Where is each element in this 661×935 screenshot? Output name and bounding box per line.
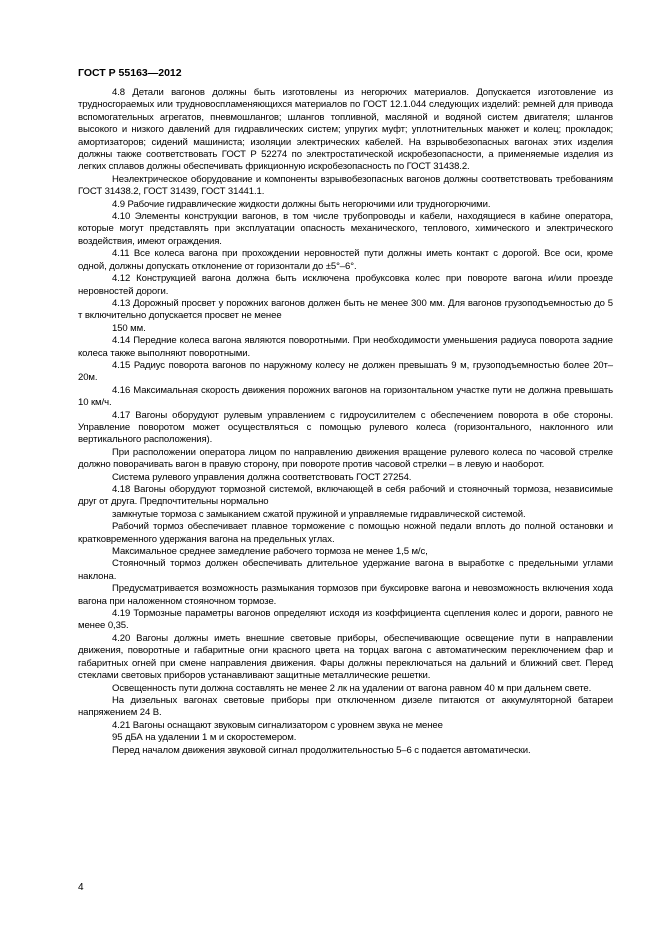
paragraph-4-14: 4.14 Передние колеса вагона являются поворотными. При необходимости уменьшения радиуса поворота задние колеса также выполняют поворотными. bbox=[78, 335, 613, 359]
page-number: 4 bbox=[78, 882, 84, 893]
paragraph-4-21: 4.21 Вагоны оснащают звуковым сигнализатором с уровнем звука не менее bbox=[112, 719, 443, 731]
paragraph-4-13: 4.13 Дорожный просвет у порожних вагонов должен быть не менее 300 мм. Для вагонов грузоподъемностью до 5 т включительно допускается просвет не менее bbox=[78, 297, 613, 322]
paragraph-4-10: 4.10 Элементы конструкции вагонов, в том числе трубопроводы и кабели, находящиеся в кабине оператора, которые могут представлять при эксплуатации опасность механического, теплового, химического и электрического воздействия, имеют ограждения. bbox=[78, 211, 613, 247]
paragraph-4-18-service-brake: Рабочий тормоз обеспечивает плавное торможение с помощью ножной педали вплоть до полной остановки и кратковременного удержания вагона на предельных углах. bbox=[78, 521, 613, 545]
paragraph-4-17: 4.17 Вагоны оборудуют рулевым управлением с гидроусилителем с обеспечением поворота в обе стороны. Управление поворотом может осуществляться с помощью рулевого колеса (горизонтального, наклонного или вертикального расположения). bbox=[78, 409, 613, 446]
paragraph-4-18-brakes: замкнутые тормоза с замыканием сжатой пружиной и управляемые гидравлической системой. bbox=[112, 508, 526, 520]
paragraph-4-18-deceleration: Максимальное среднее замедление рабочего тормоза не менее 1,5 м/с, bbox=[112, 546, 428, 558]
document-body bbox=[78, 87, 613, 757]
paragraph-4-9: 4.9 Рабочие гидравлические жидкости должны быть негорючими или трудногорючими. bbox=[112, 198, 491, 210]
paragraph-4-18: 4.18 Вагоны оборудуют тормозной системой, включающей в себя рабочий и стояночный тормоза, независимые друг от друга. Предпочтительны нормально bbox=[78, 484, 613, 508]
paragraph-4-12: 4.12 Конструкцией вагона должна быть исключена пробуксовка колес при повороте вагона и/или проезде неровностей дороги. bbox=[78, 273, 613, 297]
paragraph-4-11: 4.11 Все колеса вагона при прохождении неровностей пути должны иметь контакт с дорогой. Все оси, кроме одной, должны допускать отклонение от горизонтали до ±5°–6°. bbox=[78, 248, 613, 272]
paragraph-4-20: 4.20 Вагоны должны иметь внешние световые приборы, обеспечивающие освещение пути в направлении движения, поворотные и габаритные огни красного цвета на торцах вагона с автоматическим переключением фар и габаритных огней при смене направления движения. Фары должны переключаться на дальний и ближний свет. Перед стеклами световых приборов устанавливают защитные металлические решетки. bbox=[78, 632, 613, 682]
paragraph-4-20-illumination: Освещенность пути должна составлять не менее 2 лк на удалении от вагона равном 40 м при дальнем свете. bbox=[112, 682, 592, 694]
paragraph-4-21-value: 95 дБА на удалении 1 м и скоростемером. bbox=[112, 732, 297, 744]
paragraph-4-21-signal: Перед началом движения звуковой сигнал продолжительностью 5–6 с подается автоматически. bbox=[112, 744, 531, 756]
paragraph-4-15: 4.15 Радиус поворота вагонов по наружному колесу не должен превышать 9 м, грузоподъемностью более 20т– 20м. bbox=[78, 359, 613, 384]
paragraph-4-18-parking-brake: Стояночный тормоз должен обеспечивать длительное удержание вагона в выработке с предельными углами наклона. bbox=[78, 558, 613, 582]
paragraph-4-20-diesel: На дизельных вагонах световые приборы при отключенном дизеле питаются от аккумуляторной батареи напряжением 24 В. bbox=[78, 694, 613, 719]
standard-code-header: ГОСТ Р 55163—2012 bbox=[78, 67, 182, 79]
paragraph-4-13-value: 150 мм. bbox=[112, 322, 146, 334]
paragraph-4-17-steering: При расположении оператора лицом по направлению движения вращение рулевого колеса по часовой стрелке должно поворачивать вагон в правую сторону, при повороте против часовой стрелки – в левую и наоборот. bbox=[78, 446, 613, 471]
paragraph-4-8-non-electrical: Неэлектрическое оборудование и компоненты взрывобезопасных вагонов должны соответствовать требованиям ГОСТ 31438.2, ГОСТ 31439, ГОСТ 31441.1. bbox=[78, 173, 613, 198]
paragraph-4-18-towing: Предусматривается возможность размыкания тормозов при буксировке вагона и невозможность включения хода вагона при наложенном стояночном тормозе. bbox=[78, 583, 613, 607]
paragraph-4-17-system: Система рулевого управления должна соответствовать ГОСТ 27254. bbox=[112, 471, 412, 483]
paragraph-4-8: 4.8 Детали вагонов должны быть изготовлены из негорючих материалов. Допускается изготовление из трудносгораемых или трудновоспламеняющихся материалов по ГОСТ 12.1.044 следующих изделий: ремней для привода вспомогательных агрегатов, пневмошлангов; шлангов топливной, масляной и водяной систем двигателя; шлангов высокого и низкого давлений для гидравлических систем; упругих муфт; уплотнительных манжет и колец; прокладок; амортизаторов; сидений машиниста; изоляции электрических кабелей. На взрывобезопасных вагонах этих изделия должны также соответствовать ГОСТ Р 52274 по электростатической искробезопасности, а применяемые изделия из легких сплавов должны обеспечивать фрикционную искробезопасность по ГОСТ 31438.2. bbox=[78, 87, 613, 173]
paragraph-4-16: 4.16 Максимальная скорость движения порожних вагонов на горизонтальном участке пути не должна превышать 10 км/ч. bbox=[78, 384, 613, 409]
paragraph-4-19: 4.19 Тормозные параметры вагонов определяют исходя из коэффициента сцепления колес и дороги, равного не менее 0,35. bbox=[78, 608, 613, 632]
